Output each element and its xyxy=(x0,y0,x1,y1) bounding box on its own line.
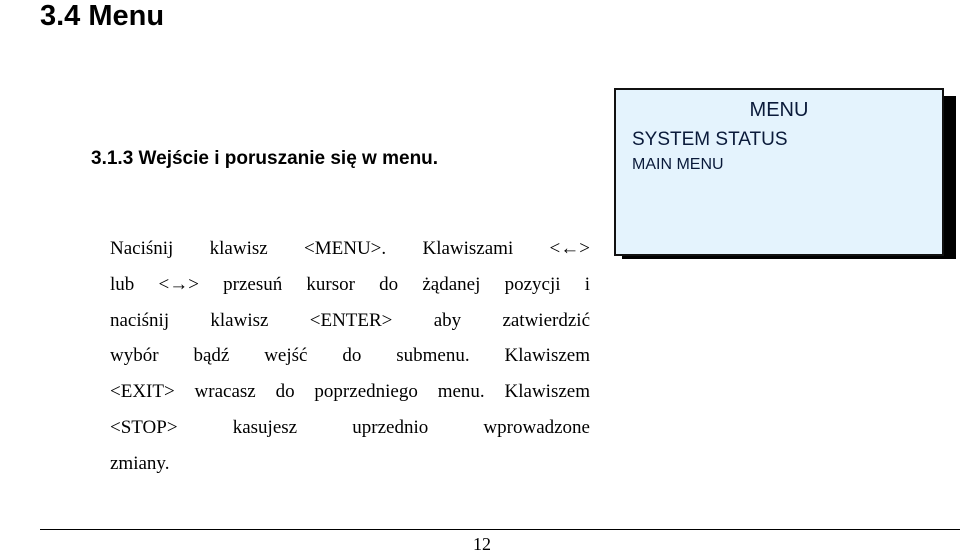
body-line: wybór bądź wejść do submenu. Klawiszem xyxy=(110,345,590,367)
lcd-line-system-status: SYSTEM STATUS xyxy=(632,129,788,150)
lcd-line-main-menu: MAIN MENU xyxy=(632,156,724,173)
body-line: zmiany. xyxy=(110,452,170,474)
body-line: <STOP> kasujesz uprzednio wprowadzone xyxy=(110,416,590,438)
body-line: Naciśnij klawisz <MENU>. Klawiszami <←> xyxy=(110,238,590,259)
lcd-line-menu: MENU xyxy=(749,99,809,121)
body-line: lub <→> przesuń kursor do żądanej pozycji i xyxy=(110,273,590,295)
body-line: <EXIT> wracasz do poprzedniego menu. Klawiszem xyxy=(110,381,590,403)
section-title: 3.4 Menu xyxy=(40,0,165,32)
footer-divider xyxy=(40,529,960,530)
body-paragraph xyxy=(110,231,590,482)
lcd-display xyxy=(614,88,944,256)
page-number: 12 xyxy=(473,534,491,554)
subsection-title: 3.1.3 Wejście i poruszanie się w menu. xyxy=(91,148,439,169)
body-line: naciśnij klawisz <ENTER> aby zatwierdzić xyxy=(110,309,590,331)
